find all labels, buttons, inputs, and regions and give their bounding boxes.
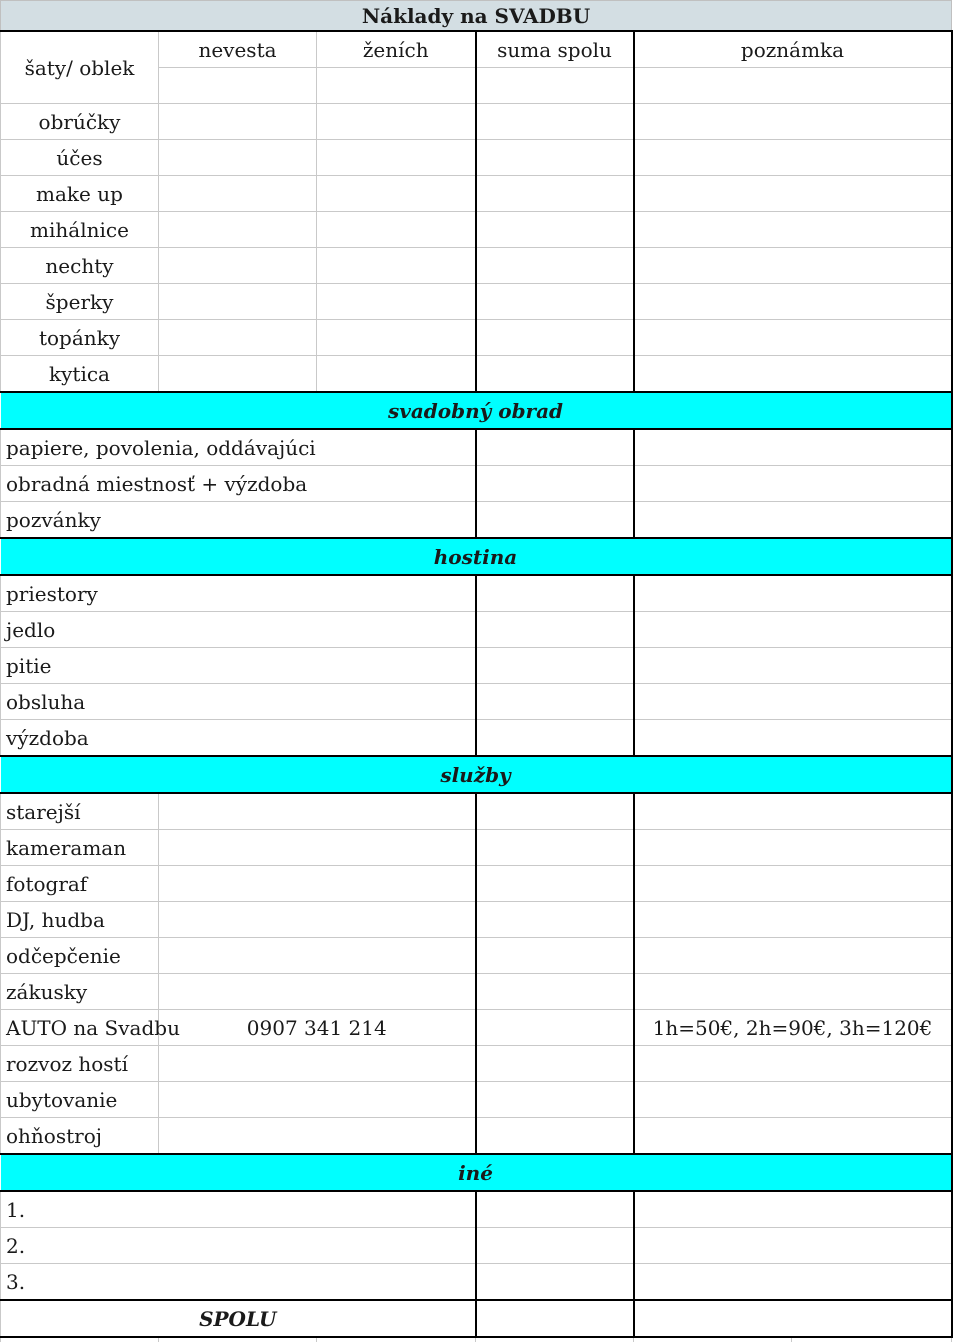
bride-cell[interactable]	[159, 176, 317, 212]
service-detail-cell[interactable]: 0907 341 214	[159, 1010, 476, 1046]
sum-cell[interactable]	[476, 612, 634, 648]
grid-cell	[634, 1337, 792, 1342]
sum-cell[interactable]	[476, 720, 634, 757]
total-note-cell[interactable]	[634, 1300, 952, 1337]
table-row	[1, 612, 952, 648]
table-row	[1, 830, 952, 866]
sum-cell[interactable]	[476, 830, 634, 866]
note-cell[interactable]	[634, 502, 952, 539]
service-detail-cell[interactable]	[159, 1118, 476, 1155]
ceremony-item-label: papiere, povolenia, oddávajúci	[1, 429, 476, 466]
note-cell[interactable]	[634, 720, 952, 757]
table-row	[1, 1337, 952, 1342]
table-row	[1, 176, 952, 212]
groom-cell[interactable]	[317, 356, 476, 393]
sum-cell[interactable]	[476, 1264, 634, 1301]
table-row	[1, 756, 952, 793]
other-item-label: 2.	[1, 1228, 476, 1264]
table-row	[1, 1010, 952, 1046]
note-cell[interactable]	[634, 140, 952, 176]
table-row	[1, 575, 952, 612]
col-bride-header: nevesta	[159, 31, 317, 68]
service-detail-cell[interactable]	[159, 1046, 476, 1082]
table-row	[1, 648, 952, 684]
feast-item-label: obsluha	[1, 684, 476, 720]
feast-item-label: priestory	[1, 575, 476, 612]
table-row	[1, 104, 952, 140]
groom-cell[interactable]	[317, 248, 476, 284]
note-cell[interactable]	[634, 1118, 952, 1155]
note-cell[interactable]	[634, 320, 952, 356]
note-cell[interactable]	[634, 612, 952, 648]
bride-cell[interactable]	[159, 248, 317, 284]
service-detail-cell[interactable]	[159, 902, 476, 938]
note-cell[interactable]	[634, 575, 952, 612]
table-row	[1, 1046, 952, 1082]
groom-cell[interactable]	[317, 176, 476, 212]
note-cell[interactable]	[634, 938, 952, 974]
sum-cell[interactable]	[476, 974, 634, 1010]
attire-item-label: topánky	[1, 320, 159, 356]
service-detail-cell[interactable]	[159, 1082, 476, 1118]
ceremony-item-label: obradná miestnosť + výzdoba	[1, 466, 476, 502]
sum-cell[interactable]	[476, 1046, 634, 1082]
sum-cell[interactable]	[476, 902, 634, 938]
sum-cell[interactable]	[476, 176, 634, 212]
groom-cell[interactable]	[317, 320, 476, 356]
service-detail-cell[interactable]	[159, 830, 476, 866]
note-cell[interactable]	[634, 830, 952, 866]
table-row	[1, 1154, 952, 1191]
sum-cell[interactable]	[476, 248, 634, 284]
table-row	[1, 1300, 952, 1337]
service-detail-cell[interactable]	[159, 974, 476, 1010]
sum-cell[interactable]	[476, 320, 634, 356]
ceremony-item-label: pozvánky	[1, 502, 476, 539]
section-header-other: iné	[1, 1154, 952, 1191]
note-cell[interactable]	[634, 356, 952, 393]
table-row	[1, 1264, 952, 1301]
service-item-label: zákusky	[1, 974, 159, 1010]
table-row	[1, 429, 952, 466]
table-row	[1, 284, 952, 320]
service-item-label: kameraman	[1, 830, 159, 866]
table-row	[1, 212, 952, 248]
note-cell[interactable]	[634, 902, 952, 938]
attire-item-label: obrúčky	[1, 104, 159, 140]
note-cell[interactable]: 1h=50€, 2h=90€, 3h=120€	[634, 1010, 952, 1046]
note-cell[interactable]	[634, 466, 952, 502]
note-cell[interactable]	[634, 866, 952, 902]
table-row	[1, 1228, 952, 1264]
table-row	[1, 502, 952, 539]
sum-cell[interactable]	[476, 429, 634, 466]
attire-item-label: šperky	[1, 284, 159, 320]
table-row	[1, 902, 952, 938]
note-cell[interactable]	[634, 684, 952, 720]
other-item-label: 1.	[1, 1191, 476, 1228]
total-label: SPOLU	[1, 1300, 476, 1337]
sum-cell[interactable]	[476, 648, 634, 684]
groom-cell[interactable]	[317, 140, 476, 176]
table-row	[1, 684, 952, 720]
service-item-label: AUTO na Svadbu	[1, 1010, 159, 1046]
attire-label: šaty/ oblek	[1, 31, 159, 104]
cell[interactable]	[159, 68, 317, 104]
table-row	[1, 356, 952, 393]
sum-cell[interactable]	[476, 793, 634, 830]
feast-item-label: výzdoba	[1, 720, 476, 757]
sheet-title: Náklady na SVADBU	[1, 1, 952, 32]
col-groom-header: ženích	[317, 31, 476, 68]
service-item-label: ubytovanie	[1, 1082, 159, 1118]
bride-cell[interactable]	[159, 356, 317, 393]
table-row	[1, 974, 952, 1010]
note-cell[interactable]	[634, 1191, 952, 1228]
note-cell[interactable]	[634, 1046, 952, 1082]
attire-item-label: mihálnice	[1, 212, 159, 248]
service-detail-cell[interactable]	[159, 866, 476, 902]
bride-cell[interactable]	[159, 320, 317, 356]
table-row	[1, 1118, 952, 1155]
sum-cell[interactable]	[476, 284, 634, 320]
bride-cell[interactable]	[159, 284, 317, 320]
table-row	[1, 866, 952, 902]
col-sum-header: suma spolu	[476, 31, 634, 68]
groom-cell[interactable]	[317, 104, 476, 140]
sum-cell[interactable]	[476, 104, 634, 140]
note-cell[interactable]	[634, 793, 952, 830]
feast-item-label: pitie	[1, 648, 476, 684]
attire-item-label: účes	[1, 140, 159, 176]
cell[interactable]	[476, 68, 634, 104]
note-cell[interactable]	[634, 104, 952, 140]
note-cell[interactable]	[634, 284, 952, 320]
table-row	[1, 538, 952, 575]
service-item-label: rozvoz hostí	[1, 1046, 159, 1082]
service-item-label: DJ, hudba	[1, 902, 159, 938]
other-item-label: 3.	[1, 1264, 476, 1301]
service-detail-cell[interactable]	[159, 793, 476, 830]
feast-item-label: jedlo	[1, 612, 476, 648]
cell[interactable]	[634, 68, 952, 104]
table-row	[1, 466, 952, 502]
note-cell[interactable]	[634, 648, 952, 684]
section-header-services: služby	[1, 756, 952, 793]
service-item-label: odčepčenie	[1, 938, 159, 974]
table-row	[1, 140, 952, 176]
table-row	[1, 392, 952, 429]
grid-cell	[476, 1337, 634, 1342]
sum-cell[interactable]	[476, 1191, 634, 1228]
section-header-feast: hostina	[1, 538, 952, 575]
attire-item-label: nechty	[1, 248, 159, 284]
sum-cell[interactable]	[476, 938, 634, 974]
table-row	[1, 720, 952, 757]
bride-cell[interactable]	[159, 104, 317, 140]
table-row	[1, 938, 952, 974]
total-sum-cell[interactable]	[476, 1300, 634, 1337]
note-cell[interactable]	[634, 1082, 952, 1118]
sum-cell[interactable]	[476, 1118, 634, 1155]
sum-cell[interactable]	[476, 140, 634, 176]
service-item-label: fotograf	[1, 866, 159, 902]
service-item-label: starejší	[1, 793, 159, 830]
grid-cell	[792, 1337, 952, 1342]
col-note-header: poznámka	[634, 31, 952, 68]
note-cell[interactable]	[634, 212, 952, 248]
grid-cell	[1, 1337, 159, 1342]
sum-cell[interactable]	[476, 1228, 634, 1264]
service-item-label: ohňostroj	[1, 1118, 159, 1155]
service-detail-cell[interactable]	[159, 938, 476, 974]
sum-cell[interactable]	[476, 684, 634, 720]
table-row	[1, 793, 952, 830]
sum-cell[interactable]	[476, 1082, 634, 1118]
groom-cell[interactable]	[317, 212, 476, 248]
note-cell[interactable]	[634, 974, 952, 1010]
table-row	[1, 320, 952, 356]
attire-item-label: kytica	[1, 356, 159, 393]
sum-cell[interactable]	[476, 1010, 634, 1046]
grid-cell	[159, 1337, 317, 1342]
cell[interactable]	[317, 68, 476, 104]
sum-cell[interactable]	[476, 356, 634, 393]
grid-cell	[317, 1337, 476, 1342]
table-row	[1, 1191, 952, 1228]
attire-item-label: make up	[1, 176, 159, 212]
note-cell[interactable]	[634, 1228, 952, 1264]
note-cell[interactable]	[634, 176, 952, 212]
sum-cell[interactable]	[476, 575, 634, 612]
table-row	[1, 1082, 952, 1118]
sum-cell[interactable]	[476, 866, 634, 902]
section-header-ceremony: svadobný obrad	[1, 392, 952, 429]
bride-cell[interactable]	[159, 140, 317, 176]
table-row	[1, 248, 952, 284]
sum-cell[interactable]	[476, 466, 634, 502]
sum-cell[interactable]	[476, 502, 634, 539]
note-cell[interactable]	[634, 429, 952, 466]
bride-cell[interactable]	[159, 212, 317, 248]
note-cell[interactable]	[634, 248, 952, 284]
groom-cell[interactable]	[317, 284, 476, 320]
sum-cell[interactable]	[476, 212, 634, 248]
note-cell[interactable]	[634, 1264, 952, 1301]
